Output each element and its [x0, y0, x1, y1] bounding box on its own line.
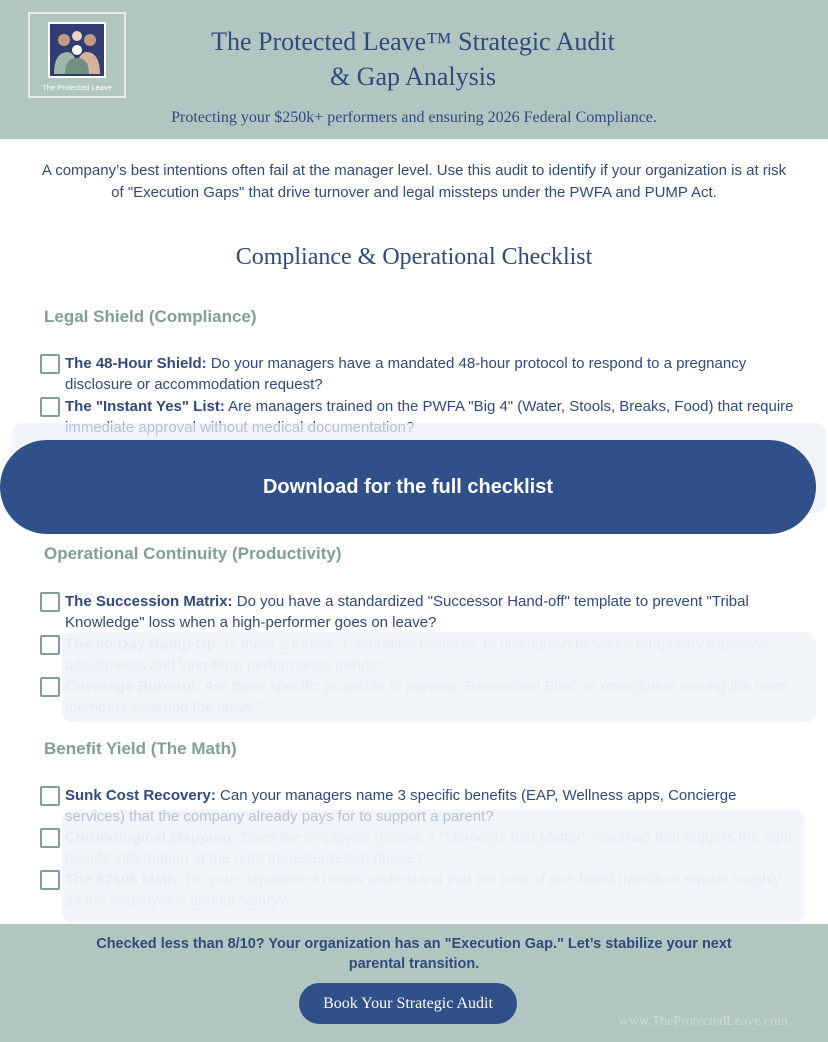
blur-overlay [62, 632, 816, 722]
checkbox[interactable] [40, 397, 60, 417]
checkbox[interactable] [40, 354, 60, 374]
book-audit-button[interactable]: Book Your Strategic Audit [299, 983, 517, 1024]
checkbox[interactable] [40, 828, 60, 848]
item-text: Do your managers have a mandated 48-hour protocol to respond to a pregnancy disclosure or accommodation request? [65, 355, 747, 393]
checkbox[interactable] [40, 635, 60, 655]
section-title-operational: Operational Continuity (Productivity) [44, 544, 342, 563]
blur-overlay [62, 810, 804, 922]
checklist-title: Compliance & Operational Checklist [235, 244, 593, 270]
item-text: Can your managers name 3 specific benefits (EAP, Wellness apps, Concierge [220, 787, 737, 804]
title-line-1: The Protected Leave™ Strategic Audit [211, 27, 615, 56]
page-subtitle: Protecting your $250k+ performers and ensuring 2026 Federal Compliance. [171, 109, 657, 126]
logo [28, 12, 126, 98]
item-text: Are managers trained on the PWFA "Big 4" (Water, Stools, Breaks, Food) that require [228, 398, 794, 415]
checklist-item [40, 591, 800, 633]
checkbox[interactable] [40, 870, 60, 890]
title-line-2: & Gap Analysis [329, 62, 497, 91]
footer-line-2: parental transition. [348, 956, 480, 972]
checkbox[interactable] [40, 677, 60, 697]
logo-text: The Protected Leave [42, 83, 112, 92]
footer-message [20, 934, 808, 974]
page-title [130, 24, 696, 94]
item-label: The 48-Hour Shield: [65, 355, 207, 372]
section-title-legal: Legal Shield (Compliance) [44, 307, 257, 326]
intro-paragraph: A company’s best intentions often fail at the manager level. Use this audit to identify if your organization is at risk of "Execution Gaps" that drive turnover and legal missteps under the PWFA and PUMP Act. [41, 162, 787, 201]
footer-banner [0, 924, 828, 1042]
item-label: The "Instant Yes" List: [65, 398, 225, 415]
section-title-benefit: Benefit Yield (The Math) [44, 739, 237, 758]
website-link[interactable]: www.TheProtectedLeave.com [618, 1014, 788, 1029]
download-checklist-button[interactable]: Download for the full checklist [0, 440, 816, 534]
checkbox[interactable] [40, 786, 60, 806]
footer-line-1: Checked less than 8/10? Your organization has an "Execution Gap." Let’s stabilize your next [96, 936, 732, 952]
checkbox[interactable] [40, 592, 60, 612]
item-label: The Succession Matrix: [65, 593, 233, 610]
item-label: Sunk Cost Recovery: [65, 787, 216, 804]
checklist-item [40, 353, 800, 395]
item-text: Do you have a standardized "Successor Hand-off" template to prevent "Tribal Knowledge" loss when a high-performer goes on leave? [65, 593, 749, 631]
header-banner [0, 0, 828, 139]
family-logo-icon [48, 22, 106, 78]
